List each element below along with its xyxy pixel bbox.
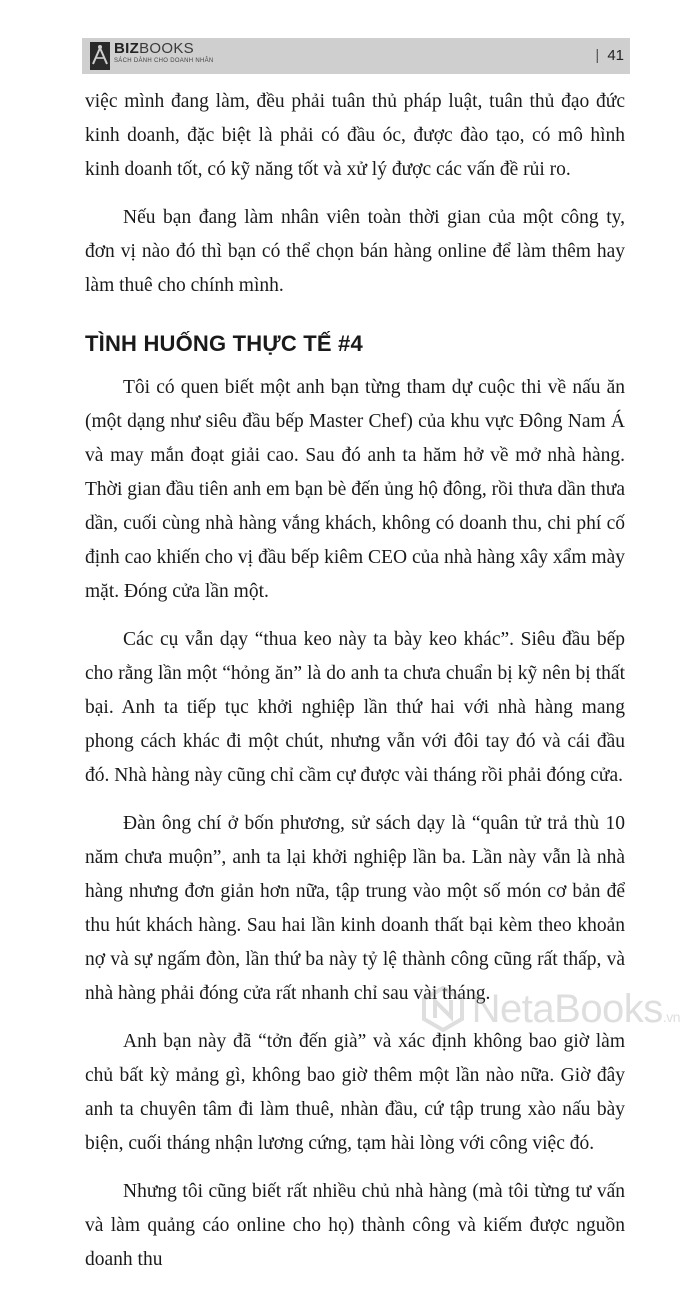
paragraph: Anh bạn này đã “tởn đến già” và xác định không bao giờ làm chủ bất kỳ mảng gì, không bao giờ thêm một lần nào nữa. Giờ đây anh ta chuyên tâm đi làm thuê, nhàn đầu, cứ tập trung xào nấu bày biện, cuối tháng nhận lương cứng, tạm hài lòng với công việc đó. [85, 1031, 625, 1154]
page-number [595, 47, 624, 64]
brand-name [114, 41, 214, 56]
paragraph: Tôi có quen biết một anh bạn từng tham dự cuộc thi về nấu ăn (một dạng như siêu đầu bếp Master Chef) của khu vực Đông Nam Á và may mắn đoạt giải cao. Sau đó anh ta hăm hở về mở nhà hàng. Thời gian đầu tiên anh em bạn bè đến ủng hộ đông, rồi thưa dần thưa dần, cuối cùng nhà hàng vắng khách, không có doanh thu, chi phí cố định cao khiến cho vị đầu bếp kiêm CEO của nhà hàng xây xẩm mày mặt. Đóng cửa lần một. [85, 377, 625, 602]
paragraph: việc mình đang làm, đều phải tuân thủ pháp luật, tuân thủ đạo đức kinh doanh, đặc biệt là phải có đầu óc, được đào tạo, có mô hình kinh doanh tốt, có kỹ năng tốt và xử lý được các vấn đề rủi ro. [85, 91, 625, 180]
bizbooks-logo-icon [90, 42, 110, 70]
page-body [85, 85, 625, 1291]
watermark [420, 986, 680, 1032]
paragraph: Các cụ vẫn dạy “thua keo này ta bày keo khác”. Siêu đầu bếp cho rằng lần một “hỏng ăn” là do anh ta chưa chuẩn bị kỹ nên bị thất bại. Anh ta tiếp tục khởi nghiệp lần thứ hai với nhà hàng mang phong cách khác đi một chút, nhưng vẫn với đôi tay đó và cái đầu đó. Nhà hàng này cũng chỉ cầm cự được vài tháng rồi phải đóng cửa. [85, 629, 625, 786]
page-separator: | [595, 47, 600, 64]
brand-name-bold: BIZ [114, 40, 140, 57]
page-number-value: 41 [607, 47, 624, 64]
brand [114, 41, 214, 64]
paragraph: Nhưng tôi cũng biết rất nhiều chủ nhà hàng (mà tôi từng tư vấn và làm quảng cáo online cho họ) thành công và kiếm được nguồn doanh thu [85, 1181, 625, 1270]
watermark-text [472, 987, 680, 1032]
watermark-suffix: .vn [662, 1008, 680, 1025]
brand-name-light: BOOKS [139, 40, 194, 57]
paragraph: Nếu bạn đang làm nhân viên toàn thời gian của một công ty, đơn vị nào đó thì bạn có thể chọn bán hàng online để làm thêm hay làm thuê cho chính mình. [85, 207, 625, 296]
paragraph: Đàn ông chí ở bốn phương, sử sách dạy là “quân tử trả thù 10 năm chưa muộn”, anh ta lại khởi nghiệp lần ba. Lần này vẫn là nhà hàng nhưng đơn giản hơn nữa, tập trung vào một số món cơ bản để thu hút khách hàng. Sau hai lần kinh doanh thất bại kèm theo khoản nợ và sự ngấm đòn, lần thứ ba này tỷ lệ thành công cũng rất thấp, và nhà hàng phải đóng cửa rất nhanh chỉ sau vài tháng. [85, 813, 625, 1004]
section-heading: TÌNH HUỐNG THỰC TẾ #4 [85, 331, 363, 356]
watermark-brand: NetaBooks [471, 986, 663, 1031]
brand-tagline: SÁCH DÀNH CHO DOANH NHÂN [114, 58, 214, 64]
netabooks-logo-icon [420, 986, 466, 1032]
